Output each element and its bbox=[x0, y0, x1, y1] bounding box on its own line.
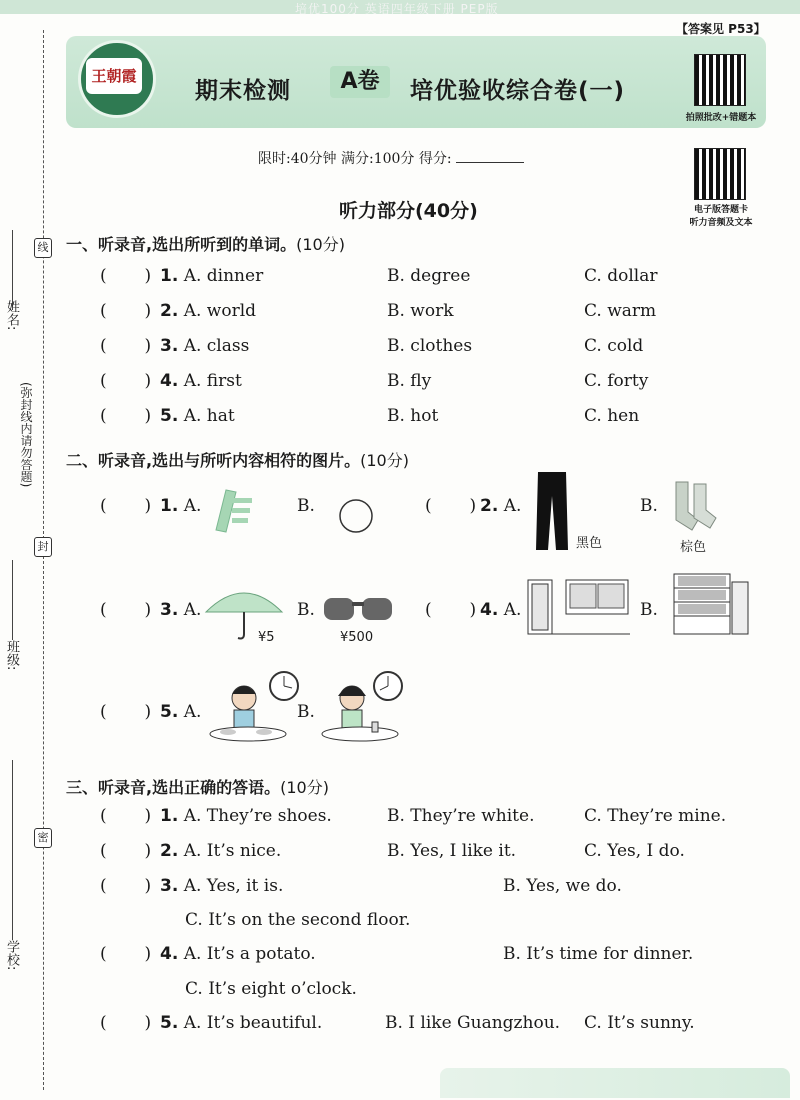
paper-badge: A卷 bbox=[330, 66, 390, 98]
question-label: 2. A. bbox=[480, 496, 522, 516]
logo-text: 王朝霞 bbox=[86, 58, 142, 94]
answer-bracket[interactable]: ( ) bbox=[100, 841, 152, 861]
option-b: B. I like Guangzhou. bbox=[385, 1013, 561, 1033]
answer-bracket[interactable]: ( ) bbox=[100, 876, 152, 896]
option-label: B. bbox=[297, 496, 315, 516]
footer-decoration bbox=[440, 1068, 790, 1098]
black-pants-icon[interactable] bbox=[532, 470, 572, 554]
answer-reference: 【答案见 P53】 bbox=[676, 22, 766, 36]
option-b: B. fly bbox=[387, 371, 432, 391]
qr-caption: 电子版答题卡 bbox=[693, 205, 748, 215]
name-line bbox=[12, 230, 13, 310]
option-c: C. It’s eight o’clock. bbox=[185, 979, 357, 999]
answer-bracket[interactable]: ( ) bbox=[100, 266, 152, 286]
answer-bracket[interactable]: ( ) bbox=[425, 600, 477, 620]
school-line bbox=[12, 760, 13, 940]
option-label: B. bbox=[640, 496, 658, 516]
question-item: 3. A. Yes, it is. bbox=[160, 876, 284, 896]
part1-heading: 一、听录音,选出所听到的单词。(10分) bbox=[66, 235, 345, 254]
question-item: 2. A. world bbox=[160, 301, 257, 321]
section-title: 听力部分(40分) bbox=[339, 200, 478, 222]
part3-heading: 三、听录音,选出正确的答语。(10分) bbox=[66, 778, 329, 797]
name-label: 姓名: bbox=[4, 300, 19, 331]
score-field[interactable] bbox=[456, 162, 524, 163]
question-label: 4. A. bbox=[480, 600, 522, 620]
classroom-icon[interactable] bbox=[526, 578, 630, 636]
seal-notice: (弥封线内请勿答题) bbox=[19, 382, 33, 488]
qr-caption: 拍照批改+错题本 bbox=[685, 113, 757, 123]
answer-bracket[interactable]: ( ) bbox=[100, 702, 152, 722]
option-c: C. It’s on the second floor. bbox=[185, 910, 411, 930]
exam-meta: 限时:40分钟 满分:100分 得分: bbox=[258, 148, 524, 168]
girl-eating-icon[interactable] bbox=[318, 668, 414, 748]
seal-mark: 封 bbox=[34, 537, 52, 557]
price-caption: ¥5 bbox=[258, 630, 275, 645]
option-c: C. warm bbox=[584, 301, 657, 321]
answer-bracket[interactable]: ( ) bbox=[100, 301, 152, 321]
option-c: C. dollar bbox=[584, 266, 658, 286]
option-b: B. hot bbox=[387, 406, 439, 426]
class-line bbox=[12, 560, 13, 640]
option-c: C. cold bbox=[584, 336, 644, 356]
question-item: 3. A. class bbox=[160, 336, 250, 356]
answer-bracket[interactable]: ( ) bbox=[100, 600, 152, 620]
option-label: B. bbox=[297, 600, 315, 620]
qr-code-icon[interactable] bbox=[694, 54, 746, 106]
question-item: 2. A. It’s nice. bbox=[160, 841, 282, 861]
question-label: 3. A. bbox=[160, 600, 202, 620]
answer-bracket[interactable]: ( ) bbox=[100, 336, 152, 356]
brown-socks-icon[interactable] bbox=[670, 480, 720, 534]
answer-bracket[interactable]: ( ) bbox=[100, 406, 152, 426]
seal-mark: 线 bbox=[34, 238, 52, 258]
sunglasses-icon[interactable] bbox=[322, 594, 394, 624]
school-label: 学校: bbox=[4, 940, 19, 971]
option-b: B. They’re white. bbox=[387, 806, 535, 826]
answer-bracket[interactable]: ( ) bbox=[100, 371, 152, 391]
circle-icon[interactable] bbox=[336, 496, 376, 536]
option-c: C. Yes, I do. bbox=[584, 841, 685, 861]
option-c: C. They’re mine. bbox=[584, 806, 727, 826]
answer-bracket[interactable]: ( ) bbox=[425, 496, 477, 516]
comb-icon[interactable] bbox=[212, 484, 256, 534]
answer-bracket[interactable]: ( ) bbox=[100, 496, 152, 516]
boy-eating-icon[interactable] bbox=[208, 668, 304, 748]
question-label: 1. A. bbox=[160, 496, 202, 516]
option-b: B. degree bbox=[387, 266, 471, 286]
image-caption: 棕色 bbox=[680, 540, 707, 555]
page-title: 期末检测 bbox=[195, 78, 291, 104]
option-c: C. forty bbox=[584, 371, 649, 391]
seal-mark: 密 bbox=[34, 828, 52, 848]
binding-line bbox=[43, 30, 44, 1090]
question-item: 1. A. dinner bbox=[160, 266, 264, 286]
option-c: C. hen bbox=[584, 406, 640, 426]
answer-bracket[interactable]: ( ) bbox=[100, 1013, 152, 1033]
question-label: 5. A. bbox=[160, 702, 202, 722]
top-strip-text: 培优100分 英语四年级下册 PEP版 bbox=[295, 2, 499, 16]
qr-code-icon[interactable] bbox=[694, 148, 746, 200]
library-icon[interactable] bbox=[672, 572, 752, 636]
image-caption: 黑色 bbox=[576, 536, 603, 551]
option-b: B. Yes, we do. bbox=[503, 876, 622, 896]
answer-bracket[interactable]: ( ) bbox=[100, 806, 152, 826]
option-c: C. It’s sunny. bbox=[584, 1013, 695, 1033]
class-label: 班级: bbox=[4, 640, 19, 671]
question-item: 4. A. first bbox=[160, 371, 242, 391]
question-item: 5. A. hat bbox=[160, 406, 235, 426]
option-label: B. bbox=[297, 702, 315, 722]
option-b: B. Yes, I like it. bbox=[387, 841, 517, 861]
page-subtitle: 培优验收综合卷(一) bbox=[410, 78, 626, 104]
option-b: B. It’s time for dinner. bbox=[503, 944, 694, 964]
question-item: 1. A. They’re shoes. bbox=[160, 806, 332, 826]
answer-bracket[interactable]: ( ) bbox=[100, 944, 152, 964]
question-item: 4. A. It’s a potato. bbox=[160, 944, 316, 964]
qr-caption: 听力音频及文本 bbox=[689, 218, 753, 228]
price-caption: ¥500 bbox=[340, 630, 374, 645]
question-item: 5. A. It’s beautiful. bbox=[160, 1013, 323, 1033]
option-b: B. clothes bbox=[387, 336, 473, 356]
option-label: B. bbox=[640, 600, 658, 620]
option-b: B. work bbox=[387, 301, 454, 321]
part2-heading: 二、听录音,选出与所听内容相符的图片。(10分) bbox=[66, 451, 409, 470]
